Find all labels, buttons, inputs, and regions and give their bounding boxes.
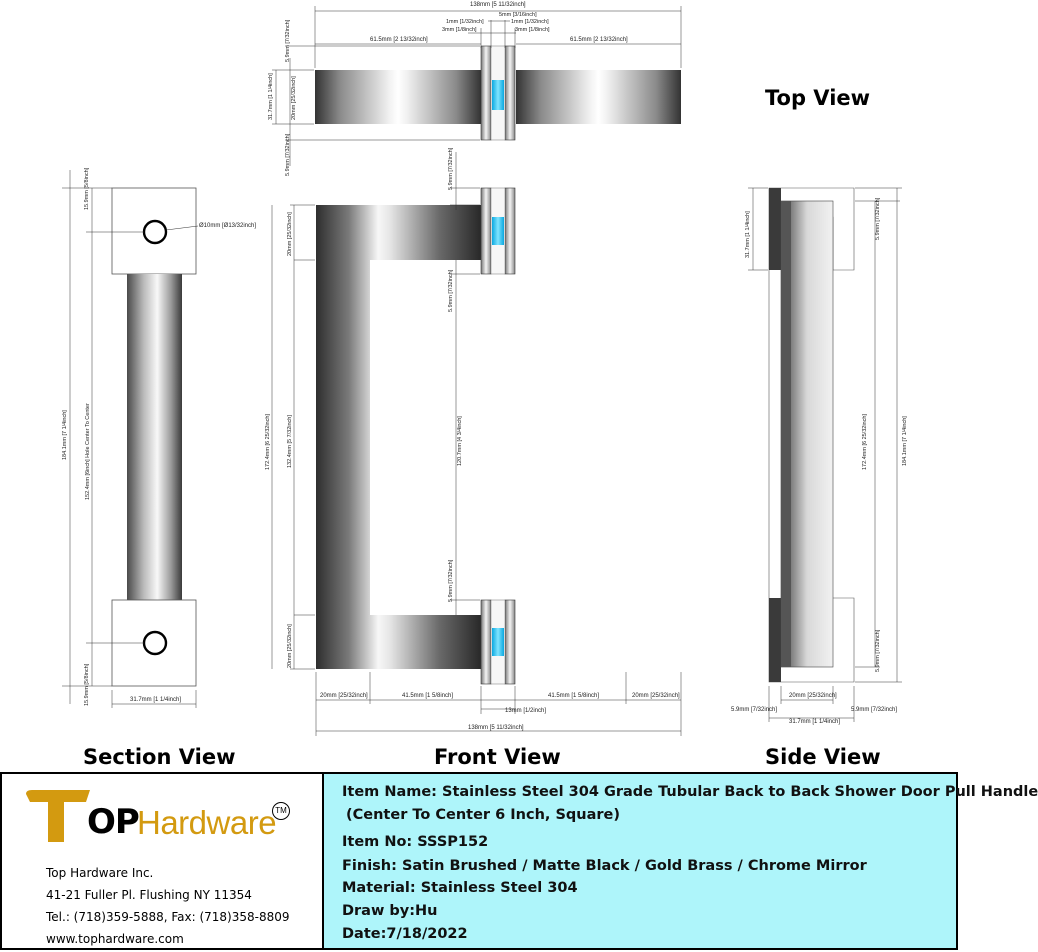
section-top-block	[112, 188, 196, 274]
top-view-title: Top View	[765, 86, 871, 110]
front-glass-bottom	[492, 628, 504, 656]
dim-side-20mm: 20mm [25/32inch]	[789, 693, 837, 699]
dim-side-thickness-top: 5.9mm [7/32inch]	[875, 197, 881, 240]
company-logo	[22, 788, 94, 849]
dim-hole-diameter: Ø10mm [Ø13/32inch]	[199, 223, 257, 229]
dim-top-thickness-1: 5.9mm [7/32inch]	[285, 19, 291, 62]
item-finish: Finish: Satin Brushed / Matte Black / Gold Brass / Chrome Mirror	[342, 858, 867, 874]
company-name: Top Hardware Inc.	[46, 866, 154, 880]
top-view-right-bar	[516, 70, 681, 124]
front-glass-top	[492, 217, 504, 245]
drawing-date: Date:7/18/2022	[342, 926, 468, 942]
front-view-title: Front View	[434, 745, 561, 769]
dim-half-width-left-top: 61.5mm [2 13/32inch]	[370, 37, 428, 43]
item-name-line2: (Center To Center 6 Inch, Square)	[346, 807, 620, 823]
dim-gap-3mm-b: 3mm [1/8inch]	[515, 27, 550, 33]
dim-half-width-right-top: 61.5mm [2 13/32inch]	[570, 37, 628, 43]
item-name: Item Name: Stainless Steel 304 Grade Tubular Back to Back Shower Door Pull Handle	[342, 784, 1038, 800]
dim-front-415-left: 41.5mm [1 5/8inch]	[402, 693, 454, 699]
company-website[interactable]: www.tophardware.com	[46, 932, 184, 946]
dim-side-thickness-bottom: 5.9mm [7/32inch]	[875, 629, 881, 672]
dim-top-20mm: 20mm [25/32inch]	[291, 76, 297, 120]
dim-top-thickness-2: 5.9mm [7/32inch]	[285, 133, 291, 176]
dim-side-59-right: 5.9mm [7/32inch]	[851, 707, 898, 713]
company-address: 41-21 Fuller Pl. Flushing NY 11354	[46, 888, 252, 902]
item-number: Item No: SSSP152	[342, 834, 489, 850]
dim-front-top-thickness: 5.9mm [7/32inch]	[448, 147, 454, 190]
section-tube	[127, 274, 182, 600]
dim-front-120: 120.7mm [4 3/4inch]	[457, 416, 463, 466]
dim-front-thickness-lower: 5.9mm [7/32inch]	[448, 559, 454, 602]
dim-front-20mm-top: 20mm [25/32inch]	[287, 212, 293, 256]
top-view-standoff-left	[481, 46, 491, 140]
dim-front-overall: 138mm [5 11/32inch]	[468, 725, 524, 731]
item-info-panel	[324, 774, 1038, 948]
dim-section-height: 184.1mm [7 1/4inch]	[62, 410, 68, 460]
company-panel	[2, 774, 324, 948]
dim-overall-width-top: 138mm [5 11/32inch]	[470, 2, 526, 8]
side-view-drawing	[731, 188, 908, 725]
dim-front-20-left: 20mm [25/32inch]	[320, 693, 368, 699]
side-view-title: Side View	[765, 745, 881, 769]
dim-top-depth: 31.7mm [1 1/4inch]	[268, 73, 274, 120]
dim-section-bottom-offset: 15.9mm [5/8inch]	[84, 663, 90, 706]
dim-front-172: 172.4mm [6 25/32inch]	[265, 414, 271, 470]
dim-side-184: 184.1mm [7 1/4inch]	[902, 416, 908, 466]
logo-text-hardware: Hardware	[137, 804, 277, 841]
logo-trademark: TM	[272, 802, 290, 820]
dim-front-20mm-bottom: 20mm [25/32inch]	[287, 624, 293, 668]
dim-side-172: 172.4mm [6 25/32inch]	[862, 414, 868, 470]
dim-gap-1mm-b: 1mm [1/32inch]	[511, 19, 549, 25]
dim-section-width: 31.7mm [1 1/4inch]	[130, 697, 182, 703]
dim-gap-1mm: 1mm [1/32inch]	[446, 19, 484, 25]
top-view-glass	[492, 80, 504, 110]
dim-section-top-offset: 15.9mm [5/8inch]	[84, 167, 90, 210]
dim-side-317: 31.7mm [1 1/4inch]	[789, 719, 841, 725]
dim-side-59-left: 5.9mm [7/32inch]	[731, 707, 778, 713]
top-view-drawing	[268, 2, 681, 176]
dim-gap-5mm: 5mm [3/16inch]	[499, 12, 537, 18]
top-view-left-bar	[315, 70, 481, 124]
top-view-standoff-right	[505, 46, 515, 140]
item-material: Material: Stainless Steel 304	[342, 880, 578, 896]
dim-front-thickness-upper: 5.9mm [7/32inch]	[448, 269, 454, 312]
drawn-by: Draw by:Hu	[342, 903, 438, 919]
company-phone: Tel.: (718)359-5888, Fax: (718)358-8809	[46, 910, 290, 924]
dim-gap-3mm: 3mm [1/8inch]	[442, 27, 477, 33]
dim-center-to-center: 152.4mm [6inch] Hole Center To Center	[85, 403, 91, 500]
dim-side-top-317: 31.7mm [1 1/4inch]	[745, 211, 751, 258]
front-view-drawing	[265, 147, 681, 736]
title-block	[0, 772, 1038, 950]
dim-front-13mm: 13mm [1/2inch]	[505, 708, 547, 714]
logo-text-op: OP	[87, 802, 139, 842]
dim-front-20-right: 20mm [25/32inch]	[632, 693, 680, 699]
section-view-drawing	[62, 167, 256, 708]
dim-front-415-right: 41.5mm [1 5/8inch]	[548, 693, 600, 699]
dim-front-132: 132.4mm [5 7/32inch]	[287, 415, 293, 468]
front-right-handle	[316, 205, 480, 669]
section-view-title: Section View	[83, 745, 236, 769]
